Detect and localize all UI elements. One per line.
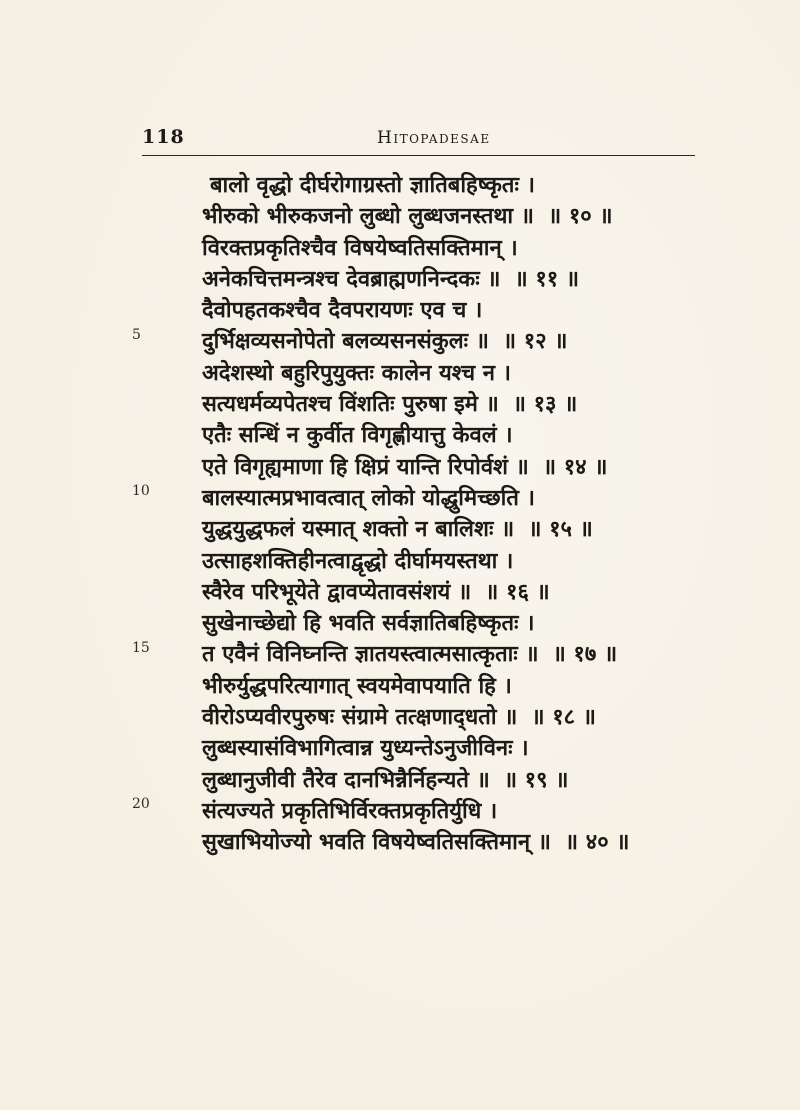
verse-line bbox=[202, 201, 702, 232]
verse-text: लुब्धस्यासंविभागित्वान्न युध्यन्तेऽनुजीविनः । bbox=[202, 736, 529, 762]
verse-text: त एवैनं विनिघ्नन्ति ज्ञातयस्त्वात्मसात्कृताः ॥ bbox=[202, 642, 539, 668]
verse-number: ॥ १८ ॥ bbox=[531, 705, 596, 731]
verse-text: दैवोपहतकश्चैव दैवपरायणः एव च । bbox=[202, 298, 483, 324]
verse-text: सुखेनाच्छेद्यो हि भवति सर्वज्ञातिबहिष्कृतः । bbox=[202, 611, 535, 637]
verse-line bbox=[202, 733, 702, 764]
verse-number: ॥ १२ ॥ bbox=[502, 329, 568, 355]
page-header bbox=[0, 126, 800, 156]
verse-text: भीरुर्युद्धपरित्यागात् स्वयमेवापयाति हि । bbox=[202, 673, 512, 699]
verse-number: ॥ १६ ॥ bbox=[485, 579, 550, 605]
verse-text: भीरुको भीरुकजनो लुब्धो लुब्धजनस्तथा ॥ bbox=[202, 204, 534, 230]
header-rule bbox=[142, 155, 695, 156]
verse-text: संत्यज्यते प्रकृतिभिर्विरक्तप्रकृतिर्युधि । bbox=[202, 798, 498, 824]
verse-text: युद्धयुद्धफलं यस्मात् शक्तो न बालिशः ॥ bbox=[202, 517, 515, 543]
verse-line bbox=[202, 326, 702, 357]
verse-block bbox=[202, 170, 702, 859]
verse-text: बालो वृद्धो दीर्घरोगाग्रस्तो ज्ञातिबहिष्कृतः । bbox=[210, 173, 535, 198]
verse-number: ॥ १५ ॥ bbox=[528, 517, 593, 543]
margin-line-number: 20 bbox=[132, 796, 150, 812]
verse-number: ॥ १० ॥ bbox=[547, 204, 613, 230]
verse-line bbox=[202, 796, 702, 827]
verse-line bbox=[202, 608, 702, 639]
verse-number: ॥ १७ ॥ bbox=[552, 642, 618, 668]
verse-text: उत्साहशक्तिहीनत्वाद्वृद्धो दीर्घामयस्तथा । bbox=[202, 548, 514, 574]
verse-line bbox=[202, 420, 702, 451]
verse-number: ॥ १४ ॥ bbox=[542, 454, 608, 480]
verse-number: ॥ १९ ॥ bbox=[503, 767, 569, 793]
verse-text: एते विगृह्यमाणा हि क्षिप्रं यान्ति रिपोर्वशं ॥ bbox=[202, 454, 529, 480]
verse-line bbox=[202, 233, 702, 264]
verse-line bbox=[202, 546, 702, 577]
running-head: Hitopadesae bbox=[377, 128, 491, 148]
verse-line bbox=[202, 170, 702, 201]
verse-line bbox=[202, 295, 702, 326]
verse-text: एतैः सन्धिं न कुर्वीत विगृह्णीयात्तु केवलं । bbox=[202, 423, 513, 449]
verse-text: विरक्तप्रकृतिश्चैव विषयेष्वतिसक्तिमान् । bbox=[202, 235, 518, 261]
verse-line bbox=[202, 483, 702, 514]
verse-line bbox=[202, 702, 702, 733]
verse-text: अनेकचित्तमन्त्रश्च देवब्राह्मणनिन्दकः ॥ bbox=[202, 266, 501, 292]
verse-line bbox=[202, 358, 702, 389]
margin-line-number: 10 bbox=[132, 483, 150, 499]
verse-line bbox=[202, 827, 702, 858]
verse-line bbox=[202, 452, 702, 483]
verse-text: सत्यधर्मव्यपेतश्च विंशतिः पुरुषा इमे ॥ bbox=[202, 392, 499, 418]
verse-text: सुखाभियोज्यो भवति विषयेष्वतिसक्तिमान् ॥ bbox=[202, 830, 551, 856]
verse-number: ॥ ११ ॥ bbox=[514, 266, 580, 292]
verse-line bbox=[202, 577, 702, 608]
verse-text: लुब्धानुजीवी तैरेव दानभिन्नैर्निहन्यते ॥ bbox=[202, 767, 490, 793]
verse-line bbox=[202, 671, 702, 702]
page-number: 118 bbox=[142, 126, 185, 148]
verse-text: वीरोऽप्यवीरपुरुषः संग्रामे तत्क्षणाद्‌धतो ॥ bbox=[202, 705, 518, 731]
verse-line bbox=[202, 264, 702, 295]
verse-text: स्वैरेव परिभूयेते द्वावप्येतावसंशयं ॥ bbox=[202, 579, 472, 605]
verse-line bbox=[202, 639, 702, 670]
verse-number: ॥ ४० ॥ bbox=[564, 830, 630, 856]
margin-line-number: 15 bbox=[132, 640, 150, 656]
margin-line-number: 5 bbox=[132, 327, 141, 343]
verse-text: दुर्भिक्षव्यसनोपेतो बलव्यसनसंकुलः ॥ bbox=[202, 329, 489, 355]
verse-text: बालस्यात्मप्रभावत्वात् लोको योद्धुमिच्छति । bbox=[202, 485, 535, 511]
verse-number: ॥ १३ ॥ bbox=[512, 392, 578, 418]
verse-line bbox=[202, 389, 702, 420]
verse-line bbox=[202, 765, 702, 796]
verse-text: अदेशस्थो बहुरिपुयुक्तः कालेन यश्च न । bbox=[202, 360, 511, 386]
verse-line bbox=[202, 514, 702, 545]
